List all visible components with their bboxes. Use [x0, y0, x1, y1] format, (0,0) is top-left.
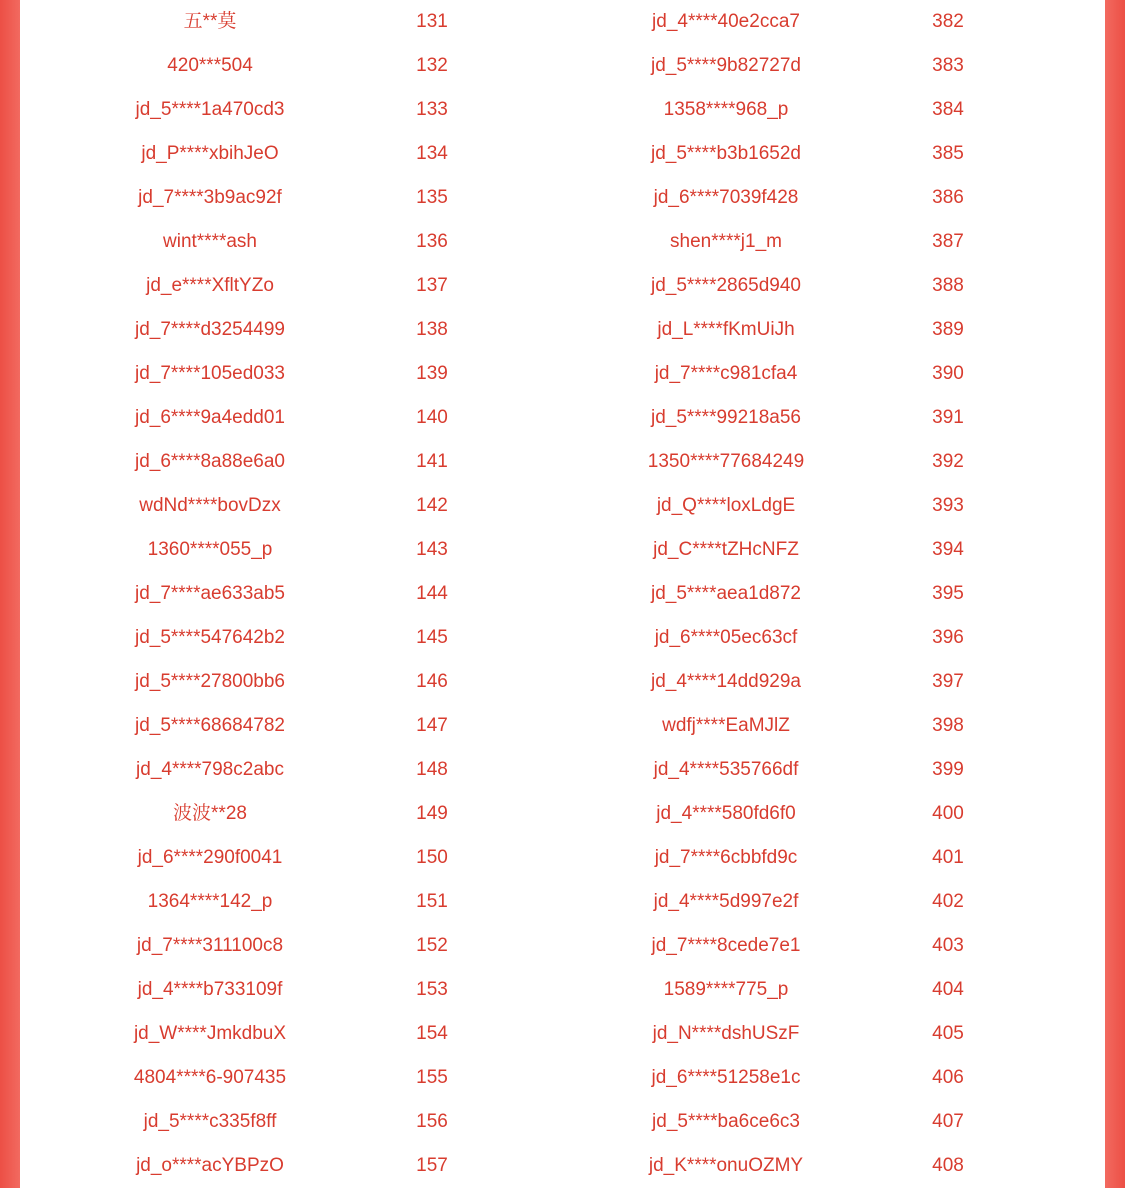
ranking-row	[20, 792, 1105, 836]
left-rank-number: 142	[416, 495, 448, 516]
left-rank-number: 153	[416, 979, 448, 1000]
left-user-name: jd_e****XfltYZo	[146, 275, 274, 296]
ranking-row	[20, 616, 1105, 660]
ranking-row	[20, 0, 1105, 44]
right-user-name: jd_5****99218a56	[650, 407, 802, 428]
right-user-name: jd_N****dshUSzF	[652, 1023, 800, 1044]
right-user-name: 1358****968_p	[663, 99, 789, 120]
ranking-table	[20, 0, 1105, 1188]
left-user-name: 4804****6-907435	[133, 1067, 287, 1088]
left-user-name: jd_6****290f0041	[137, 847, 283, 868]
left-user-name: jd_5****1a470cd3	[135, 99, 285, 120]
left-user-name: jd_5****27800bb6	[134, 671, 286, 692]
left-user-name: jd_7****311100c8	[136, 935, 284, 956]
right-rank-number: 400	[932, 803, 964, 824]
left-user-name: 1364****142_p	[147, 891, 273, 912]
right-user-name: jd_7****6cbbfd9c	[654, 847, 798, 868]
right-rank-number: 394	[932, 539, 964, 560]
ranking-row	[20, 308, 1105, 352]
right-rank-number: 389	[932, 319, 964, 340]
ranking-row	[20, 352, 1105, 396]
right-rank-number: 393	[932, 495, 964, 516]
right-user-name: jd_4****580fd6f0	[656, 803, 796, 824]
left-user-name: 五**莫	[183, 11, 237, 32]
right-user-name: 1589****775_p	[663, 979, 789, 1000]
right-user-name: jd_7****8cede7e1	[651, 935, 801, 956]
right-rank-number: 383	[932, 55, 964, 76]
ranking-row	[20, 264, 1105, 308]
ranking-row	[20, 704, 1105, 748]
ranking-row	[20, 1012, 1105, 1056]
right-user-name: wdfj****EaMJlZ	[662, 715, 790, 736]
right-rank-number: 384	[932, 99, 964, 120]
left-rank-number: 145	[416, 627, 448, 648]
right-rank-number: 405	[932, 1023, 964, 1044]
right-rank-number: 395	[932, 583, 964, 604]
right-user-name: jd_6****7039f428	[653, 187, 799, 208]
left-rank-number: 156	[416, 1111, 448, 1132]
left-rank-number: 155	[416, 1067, 448, 1088]
right-user-name: jd_5****2865d940	[650, 275, 802, 296]
right-user-name: jd_6****51258e1c	[651, 1067, 801, 1088]
ranking-row	[20, 880, 1105, 924]
ranking-row	[20, 1100, 1105, 1144]
right-rank-number: 385	[932, 143, 964, 164]
ranking-row	[20, 748, 1105, 792]
left-user-name: wdNd****bovDzx	[139, 495, 281, 516]
left-rank-number: 147	[416, 715, 448, 736]
ranking-row	[20, 484, 1105, 528]
left-rank-number: 131	[416, 11, 448, 32]
ranking-row	[20, 44, 1105, 88]
left-user-name: jd_5****c335f8ff	[143, 1111, 277, 1132]
right-user-name: jd_5****ba6ce6c3	[652, 1111, 800, 1132]
ranking-row	[20, 572, 1105, 616]
left-rank-number: 140	[416, 407, 448, 428]
left-user-name: jd_o****acYBPzO	[136, 1155, 284, 1176]
left-rank-number: 149	[416, 803, 448, 824]
right-rank-number: 392	[932, 451, 964, 472]
left-user-name: 420***504	[167, 55, 253, 76]
left-rank-number: 132	[416, 55, 448, 76]
left-user-name: jd_5****547642b2	[134, 627, 286, 648]
left-rank-number: 138	[416, 319, 448, 340]
left-user-name: jd_5****68684782	[134, 715, 286, 736]
right-user-name: 1350****77684249	[647, 451, 805, 472]
ranking-row	[20, 528, 1105, 572]
right-rank-number: 390	[932, 363, 964, 384]
left-rank-number: 144	[416, 583, 448, 604]
left-rank-number: 152	[416, 935, 448, 956]
right-user-name: jd_C****tZHcNFZ	[653, 539, 799, 560]
right-user-name: jd_5****9b82727d	[650, 55, 802, 76]
right-rank-number: 387	[932, 231, 964, 252]
ranking-row	[20, 176, 1105, 220]
left-user-name: jd_7****105ed033	[134, 363, 286, 384]
right-user-name: jd_6****05ec63cf	[654, 627, 798, 648]
left-rank-number: 157	[416, 1155, 448, 1176]
right-user-name: jd_4****14dd929a	[650, 671, 802, 692]
left-rank-number: 150	[416, 847, 448, 868]
ranking-row	[20, 88, 1105, 132]
ranking-row	[20, 1144, 1105, 1188]
left-rank-number: 136	[416, 231, 448, 252]
right-user-name: jd_L****fKmUiJh	[657, 319, 795, 340]
right-rank-number: 388	[932, 275, 964, 296]
ranking-row	[20, 836, 1105, 880]
left-rank-number: 137	[416, 275, 448, 296]
left-user-name: 1360****055_p	[147, 539, 273, 560]
left-user-name: jd_4****b733109f	[137, 979, 283, 1000]
left-user-name: jd_4****798c2abc	[136, 759, 284, 780]
right-user-name: jd_K****onuOZMY	[648, 1155, 804, 1176]
right-user-name: shen****j1_m	[670, 231, 782, 252]
left-user-name: jd_P****xbihJeO	[141, 143, 279, 164]
left-rank-number: 146	[416, 671, 448, 692]
left-user-name: jd_6****8a88e6a0	[134, 451, 286, 472]
left-user-name: jd_6****9a4edd01	[134, 407, 286, 428]
right-user-name: jd_5****b3b1652d	[650, 143, 802, 164]
right-rank-number: 402	[932, 891, 964, 912]
left-user-name: jd_7****ae633ab5	[134, 583, 286, 604]
right-rank-number: 391	[932, 407, 964, 428]
ranking-row	[20, 968, 1105, 1012]
right-rank-number: 403	[932, 935, 964, 956]
left-user-name: 波波**28	[173, 803, 247, 824]
right-rank-number: 404	[932, 979, 964, 1000]
left-user-name: jd_W****JmkdbuX	[133, 1023, 287, 1044]
left-user-name: jd_7****d3254499	[134, 319, 286, 340]
ranking-row	[20, 132, 1105, 176]
left-rank-number: 154	[416, 1023, 448, 1044]
right-user-name: jd_7****c981cfa4	[654, 363, 798, 384]
ranking-row	[20, 396, 1105, 440]
right-rank-number: 386	[932, 187, 964, 208]
right-user-name: jd_4****40e2cca7	[652, 11, 800, 32]
right-rank-number: 382	[932, 11, 964, 32]
right-user-name: jd_4****535766df	[653, 759, 799, 780]
ranking-row	[20, 220, 1105, 264]
right-rank-number: 398	[932, 715, 964, 736]
right-user-name: jd_5****aea1d872	[650, 583, 802, 604]
left-rank-number: 141	[416, 451, 448, 472]
left-rank-number: 133	[416, 99, 448, 120]
ranking-row	[20, 1056, 1105, 1100]
right-rank-number: 408	[932, 1155, 964, 1176]
right-rank-number: 407	[932, 1111, 964, 1132]
right-rank-number: 397	[932, 671, 964, 692]
left-user-name: jd_7****3b9ac92f	[138, 187, 282, 208]
left-rank-number: 134	[416, 143, 448, 164]
left-rank-number: 143	[416, 539, 448, 560]
right-rank-number: 401	[932, 847, 964, 868]
ranking-row	[20, 440, 1105, 484]
left-rank-number: 135	[416, 187, 448, 208]
left-user-name: wint****ash	[163, 231, 257, 252]
right-rank-number: 399	[932, 759, 964, 780]
left-rank-number: 151	[416, 891, 448, 912]
ranking-row	[20, 924, 1105, 968]
right-user-name: jd_4****5d997e2f	[653, 891, 799, 912]
right-user-name: jd_Q****loxLdgE	[656, 495, 796, 516]
right-rank-number: 396	[932, 627, 964, 648]
left-rank-number: 139	[416, 363, 448, 384]
ranking-panel	[20, 0, 1105, 1188]
right-rank-number: 406	[932, 1067, 964, 1088]
ranking-row	[20, 660, 1105, 704]
left-rank-number: 148	[416, 759, 448, 780]
